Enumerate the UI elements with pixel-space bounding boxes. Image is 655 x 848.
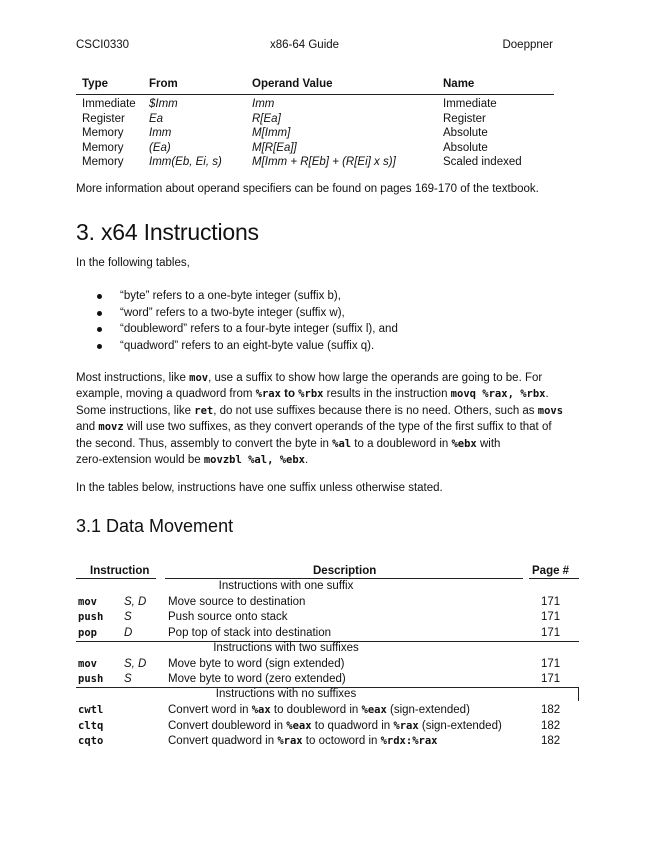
group-label: Instructions with no suffixes	[76, 688, 579, 703]
group-label: Instructions with two suffixes	[213, 641, 359, 654]
table-row	[76, 610, 579, 625]
table-row	[76, 125, 554, 140]
operand-table-header	[76, 77, 554, 95]
table-row	[76, 154, 554, 169]
instruction-operands: S, D	[124, 596, 147, 608]
group-label: Instructions with one suffix	[218, 580, 354, 592]
cell-type: Memory	[82, 141, 124, 154]
cell-type: Memory	[82, 127, 124, 139]
instruction-description: Move byte to word (sign extended)	[168, 657, 345, 670]
table-row	[76, 111, 554, 126]
cell-from: Ea	[149, 112, 164, 125]
col-description: Description	[313, 565, 377, 577]
size-bullet-list	[76, 288, 496, 354]
col-instruction: Instruction	[90, 565, 150, 577]
col-from: From	[149, 78, 178, 90]
cell-name: Absolute	[443, 141, 488, 154]
table-row	[76, 140, 554, 155]
instruction-name: mov	[78, 657, 97, 670]
instruction-page: 182	[541, 719, 561, 732]
cell-value: M[Imm]	[252, 127, 291, 139]
cell-from: Imm	[149, 127, 172, 139]
table-row	[76, 703, 579, 718]
instruction-page: 171	[541, 673, 561, 686]
cell-name: Absolute	[443, 127, 488, 139]
instruction-name: cltq	[78, 719, 104, 732]
table-row	[76, 672, 579, 688]
instruction-name: mov	[78, 596, 97, 608]
instruction-operands: S, D	[124, 657, 147, 670]
instruction-name: push	[78, 611, 104, 624]
instruction-name: push	[78, 673, 104, 686]
data-movement-header	[76, 563, 579, 580]
table-row	[76, 734, 579, 749]
cell-type: Immediate	[82, 98, 136, 110]
section-3-title: 3. x64 Instructions	[76, 219, 259, 245]
header-author: Doeppner	[502, 39, 553, 51]
table-row	[76, 96, 554, 111]
tables-note: In the tables below, instructions have one suffix unless otherwise stated.	[76, 482, 443, 494]
cell-from: (Ea)	[149, 141, 171, 154]
instruction-name: pop	[78, 626, 97, 639]
cell-name: Scaled indexed	[443, 156, 522, 168]
header-title: x86-64 Guide	[270, 39, 340, 51]
para-line: zero-extension would be movzbl %al, %ebx.	[76, 454, 309, 467]
instruction-page: 182	[541, 735, 561, 748]
para-line: example, moving a quadword from %rax to %rbx results in the instruction movq %rax, %rbx.	[76, 388, 549, 401]
cell-value: Imm	[252, 98, 275, 110]
instruction-description: Convert word in %ax to doubleword in %eax (sign-extended)	[168, 704, 470, 717]
instruction-page: 182	[541, 704, 561, 717]
table-row	[76, 626, 579, 642]
operand-table	[76, 77, 554, 169]
para-line: the second. Thus, assembly to convert the byte in %al to a doubleword in %ebx with	[76, 437, 501, 450]
instruction-name: cqto	[78, 735, 104, 748]
instruction-description: Push source onto stack	[168, 611, 288, 624]
page-header	[76, 39, 553, 53]
cell-type: Register	[82, 112, 125, 125]
header-course: CSCI0330	[76, 39, 130, 51]
instruction-description: Move source to destination	[168, 596, 306, 608]
instruction-description: Move byte to word (zero extended)	[168, 673, 346, 686]
list-item: “quadword” refers to an eight-byte value (suffix q).	[76, 338, 496, 355]
col-name: Name	[443, 78, 475, 90]
list-item: “word” refers to a two-byte integer (suffix w),	[76, 305, 496, 322]
table-row	[76, 719, 579, 734]
section-3-1-title: 3.1 Data Movement	[76, 516, 234, 536]
cell-value: M[Imm + R[Eb] + (R[Ei] x s)]	[252, 156, 396, 168]
instruction-name: cwtl	[78, 704, 104, 717]
list-item: “byte” refers to a one-byte integer (suffix b),	[76, 288, 496, 305]
para-line: Some instructions, like ret, do not use suffixes because there is no need. Others, such as movs	[76, 404, 564, 417]
instruction-operands: D	[124, 626, 133, 639]
instruction-description: Convert doubleword in %eax to quadword in %rax (sign-extended)	[168, 719, 502, 732]
suffix-paragraph	[76, 370, 576, 468]
data-movement-table	[76, 563, 579, 749]
instruction-description: Pop top of stack into destination	[168, 626, 332, 639]
cell-from: $Imm	[149, 98, 178, 110]
table-row	[76, 657, 579, 672]
operand-note: More information about operand specifiers can be found on pages 169-170 of the textbook.	[76, 183, 539, 195]
cell-from: Imm(Eb, Ei, s)	[149, 156, 222, 168]
col-page: Page #	[532, 565, 570, 577]
instruction-page: 171	[541, 657, 561, 670]
instruction-page: 171	[541, 596, 561, 608]
instruction-description: Convert quadword in %rax to octoword in %rdx:%rax	[168, 735, 438, 748]
cell-value: M[R[Ea]]	[252, 141, 297, 154]
cell-name: Register	[443, 112, 486, 125]
instruction-page: 171	[541, 626, 561, 639]
cell-value: R[Ea]	[252, 112, 281, 125]
instruction-page: 171	[541, 611, 561, 624]
section-3-intro: In the following tables,	[76, 257, 190, 269]
instruction-operands: S	[124, 673, 132, 686]
col-operand-value: Operand Value	[252, 78, 333, 90]
list-item: “doubleword” refers to a four-byte integer (suffix l), and	[76, 321, 496, 338]
cell-name: Immediate	[443, 98, 497, 110]
col-type: Type	[82, 78, 108, 90]
table-row	[76, 595, 579, 610]
instruction-operands: S	[124, 611, 132, 624]
para-line: Most instructions, like mov, use a suffix to show how large the operands are going to be. For	[76, 372, 543, 384]
cell-type: Memory	[82, 156, 124, 168]
para-line: and movz will use two suffixes, as they convert operands of the type of the first suffix to that of	[76, 421, 552, 434]
